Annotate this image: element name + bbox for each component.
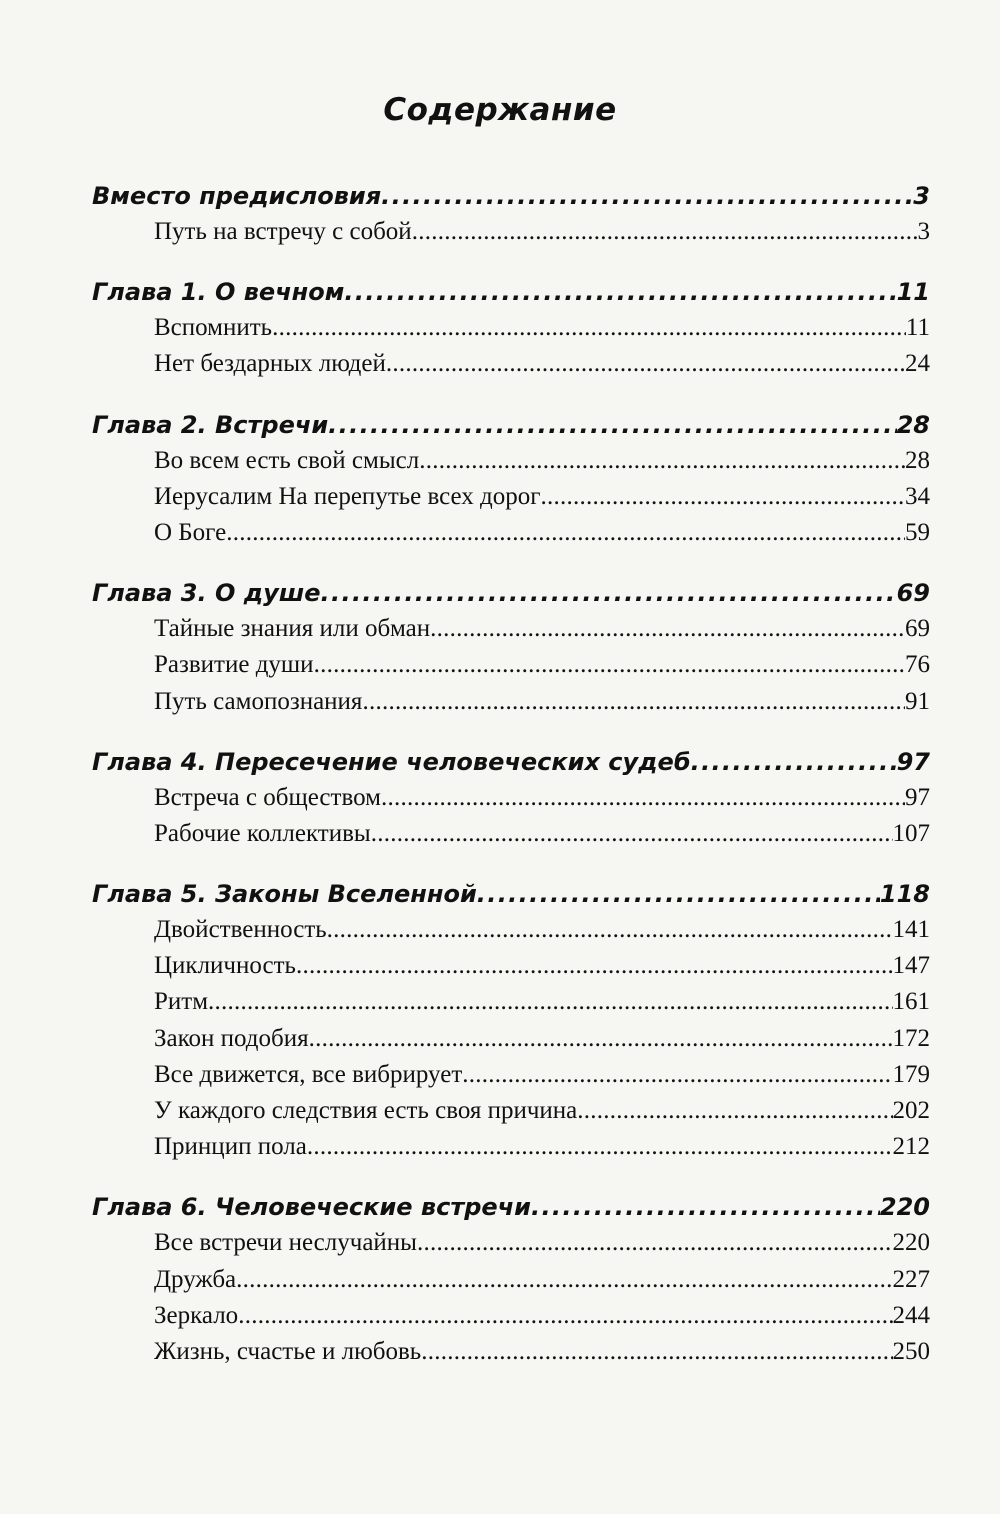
section-entry[interactable] <box>92 816 930 852</box>
section-entry-page-number: 34 <box>905 482 930 510</box>
section-entry-title: Ритм <box>154 988 209 1016</box>
section-entry[interactable] <box>92 310 930 346</box>
chapter-entry-page-number: 11 <box>896 278 930 307</box>
section-entry[interactable] <box>92 611 930 647</box>
table-of-contents <box>92 178 930 1394</box>
dot-leader <box>417 1225 893 1261</box>
dot-leader <box>691 744 897 780</box>
section-entry-title: Все встречи неслучайны <box>154 1229 417 1257</box>
dot-leader <box>296 948 893 984</box>
section-entry[interactable] <box>92 443 930 479</box>
toc-chapter <box>92 407 930 552</box>
section-entry-page-number: 141 <box>892 916 930 944</box>
chapter-entry-title: Вместо предисловия <box>92 182 382 210</box>
section-entry-title: Путь на встречу с собой <box>154 218 412 245</box>
section-entry-title: Встреча с обществом <box>154 783 381 811</box>
chapter-entry-page-number: 28 <box>896 410 930 439</box>
dot-leader <box>419 443 905 479</box>
dot-leader <box>272 310 906 346</box>
section-entry-page-number: 28 <box>905 446 930 474</box>
dot-leader <box>386 346 905 382</box>
section-entry-page-number: 147 <box>892 952 930 980</box>
chapter-entry-title: Глава 6. Человеческие встречи <box>92 1193 531 1222</box>
section-entry-title: О Боге <box>154 518 227 546</box>
section-entry[interactable] <box>92 984 930 1020</box>
section-entry-title: Тайные знания или обман <box>154 615 431 643</box>
section-entry-title: Все движется, все вибрирует <box>154 1060 463 1088</box>
chapter-entry[interactable] <box>92 744 930 780</box>
toc-chapter <box>92 744 930 852</box>
section-entry[interactable] <box>92 1057 930 1093</box>
toc-chapter <box>92 274 930 382</box>
dot-leader <box>371 816 893 852</box>
dot-leader <box>226 515 905 551</box>
section-entry-title: Развитие души <box>154 651 314 679</box>
section-entry-title: Нет бездарных людей <box>154 350 386 378</box>
dot-leader <box>321 575 897 611</box>
section-entry-page-number: 179 <box>892 1060 930 1088</box>
section-entry[interactable] <box>92 1093 930 1129</box>
section-entry-page-number: 76 <box>905 651 930 679</box>
section-entry-page-number: 244 <box>892 1301 930 1329</box>
chapter-entry-page-number: 3 <box>913 182 930 210</box>
section-entry-page-number: 11 <box>905 314 930 342</box>
chapter-entry[interactable] <box>92 575 930 611</box>
chapter-entry-title: Глава 1. О вечном <box>92 278 345 307</box>
section-entry-title: Жизнь, счастье и любовь <box>154 1337 422 1365</box>
section-entry-page-number: 212 <box>892 1133 930 1161</box>
section-entry-title: Двойственность <box>154 916 327 944</box>
dot-leader <box>327 912 893 948</box>
section-entry-page-number: 59 <box>905 518 930 546</box>
chapter-entry-page-number: 220 <box>879 1193 930 1222</box>
section-entry-page-number: 161 <box>892 988 930 1016</box>
dot-leader <box>236 1262 892 1298</box>
dot-leader <box>307 1129 893 1165</box>
dot-leader <box>309 1021 893 1057</box>
section-entry-page-number: 24 <box>905 350 930 378</box>
section-entry-page-number: 107 <box>892 819 930 847</box>
dot-leader <box>541 479 905 515</box>
dot-leader <box>238 1298 892 1334</box>
dot-leader <box>531 1189 880 1225</box>
section-entry[interactable] <box>92 647 930 683</box>
chapter-entry-title: Глава 3. О душе <box>92 579 321 608</box>
dot-leader <box>477 876 880 912</box>
section-entry[interactable] <box>92 479 930 515</box>
dot-leader <box>208 984 892 1020</box>
section-entry[interactable] <box>92 1298 930 1334</box>
chapter-entry[interactable] <box>92 1189 930 1225</box>
section-entry[interactable] <box>92 1129 930 1165</box>
section-entry-page-number: 227 <box>892 1265 930 1293</box>
toc-chapter <box>92 575 930 720</box>
section-entry-title: У каждого следствия есть своя причина <box>154 1097 578 1124</box>
chapter-entry[interactable] <box>92 178 930 214</box>
section-entry-title: Дружба <box>154 1265 237 1293</box>
dot-leader <box>462 1057 892 1093</box>
dot-leader <box>344 274 896 310</box>
chapter-entry[interactable] <box>92 876 930 912</box>
section-entry-page-number: 91 <box>905 687 930 715</box>
dot-leader <box>362 684 905 720</box>
section-entry-title: Закон подобия <box>154 1024 309 1052</box>
section-entry-page-number: 220 <box>892 1229 930 1257</box>
dot-leader <box>430 611 905 647</box>
section-entry-title: Иерусалим На перепутье всех дорог <box>154 482 541 510</box>
chapter-entry-page-number: 118 <box>879 880 930 909</box>
chapter-entry[interactable] <box>92 274 930 310</box>
section-entry[interactable] <box>92 912 930 948</box>
chapter-entry-title: Глава 2. Встречи <box>92 410 329 439</box>
section-entry-page-number: 250 <box>892 1337 930 1365</box>
page-title: Содержание <box>383 92 617 128</box>
section-entry-title: Во всем есть свой смысл <box>154 446 420 474</box>
chapter-entry-page-number: 69 <box>896 579 930 608</box>
section-entry[interactable] <box>92 1334 930 1370</box>
section-entry[interactable] <box>92 1225 930 1261</box>
section-entry-title: Рабочие коллективы <box>154 819 371 847</box>
chapter-entry-title: Глава 5. Законы Вселенной <box>92 880 477 909</box>
toc-chapter <box>92 876 930 1165</box>
section-entry-title: Зеркало <box>154 1301 239 1329</box>
section-entry-title: Принцип пола <box>154 1133 307 1161</box>
dot-leader <box>381 780 905 816</box>
dot-leader <box>381 178 913 214</box>
section-entry[interactable] <box>92 1021 930 1057</box>
section-entry-page-number: 97 <box>905 783 930 811</box>
section-entry[interactable] <box>92 684 930 720</box>
section-entry[interactable] <box>92 515 930 551</box>
section-entry-page-number: 69 <box>905 615 930 643</box>
section-entry[interactable] <box>92 214 930 250</box>
section-entry-page-number: 172 <box>892 1024 930 1052</box>
section-entry-title: Вспомнить <box>154 314 273 342</box>
section-entry-page-number: 3 <box>917 218 930 245</box>
section-entry[interactable] <box>92 780 930 816</box>
section-entry[interactable] <box>92 346 930 382</box>
toc-chapter <box>92 178 930 250</box>
toc-chapter <box>92 1189 930 1370</box>
dot-leader <box>577 1093 892 1129</box>
section-entry[interactable] <box>92 1262 930 1298</box>
dot-leader <box>314 647 905 683</box>
dot-leader <box>328 407 896 443</box>
section-entry-page-number: 202 <box>892 1097 930 1124</box>
dot-leader <box>421 1334 892 1370</box>
section-entry-title: Цикличность <box>154 952 296 980</box>
dot-leader <box>412 214 918 250</box>
chapter-entry-title: Глава 4. Пересечение человеческих судеб <box>92 747 691 776</box>
section-entry[interactable] <box>92 948 930 984</box>
chapter-entry[interactable] <box>92 407 930 443</box>
chapter-entry-page-number: 97 <box>896 747 930 776</box>
section-entry-title: Путь самопознания <box>154 687 363 715</box>
